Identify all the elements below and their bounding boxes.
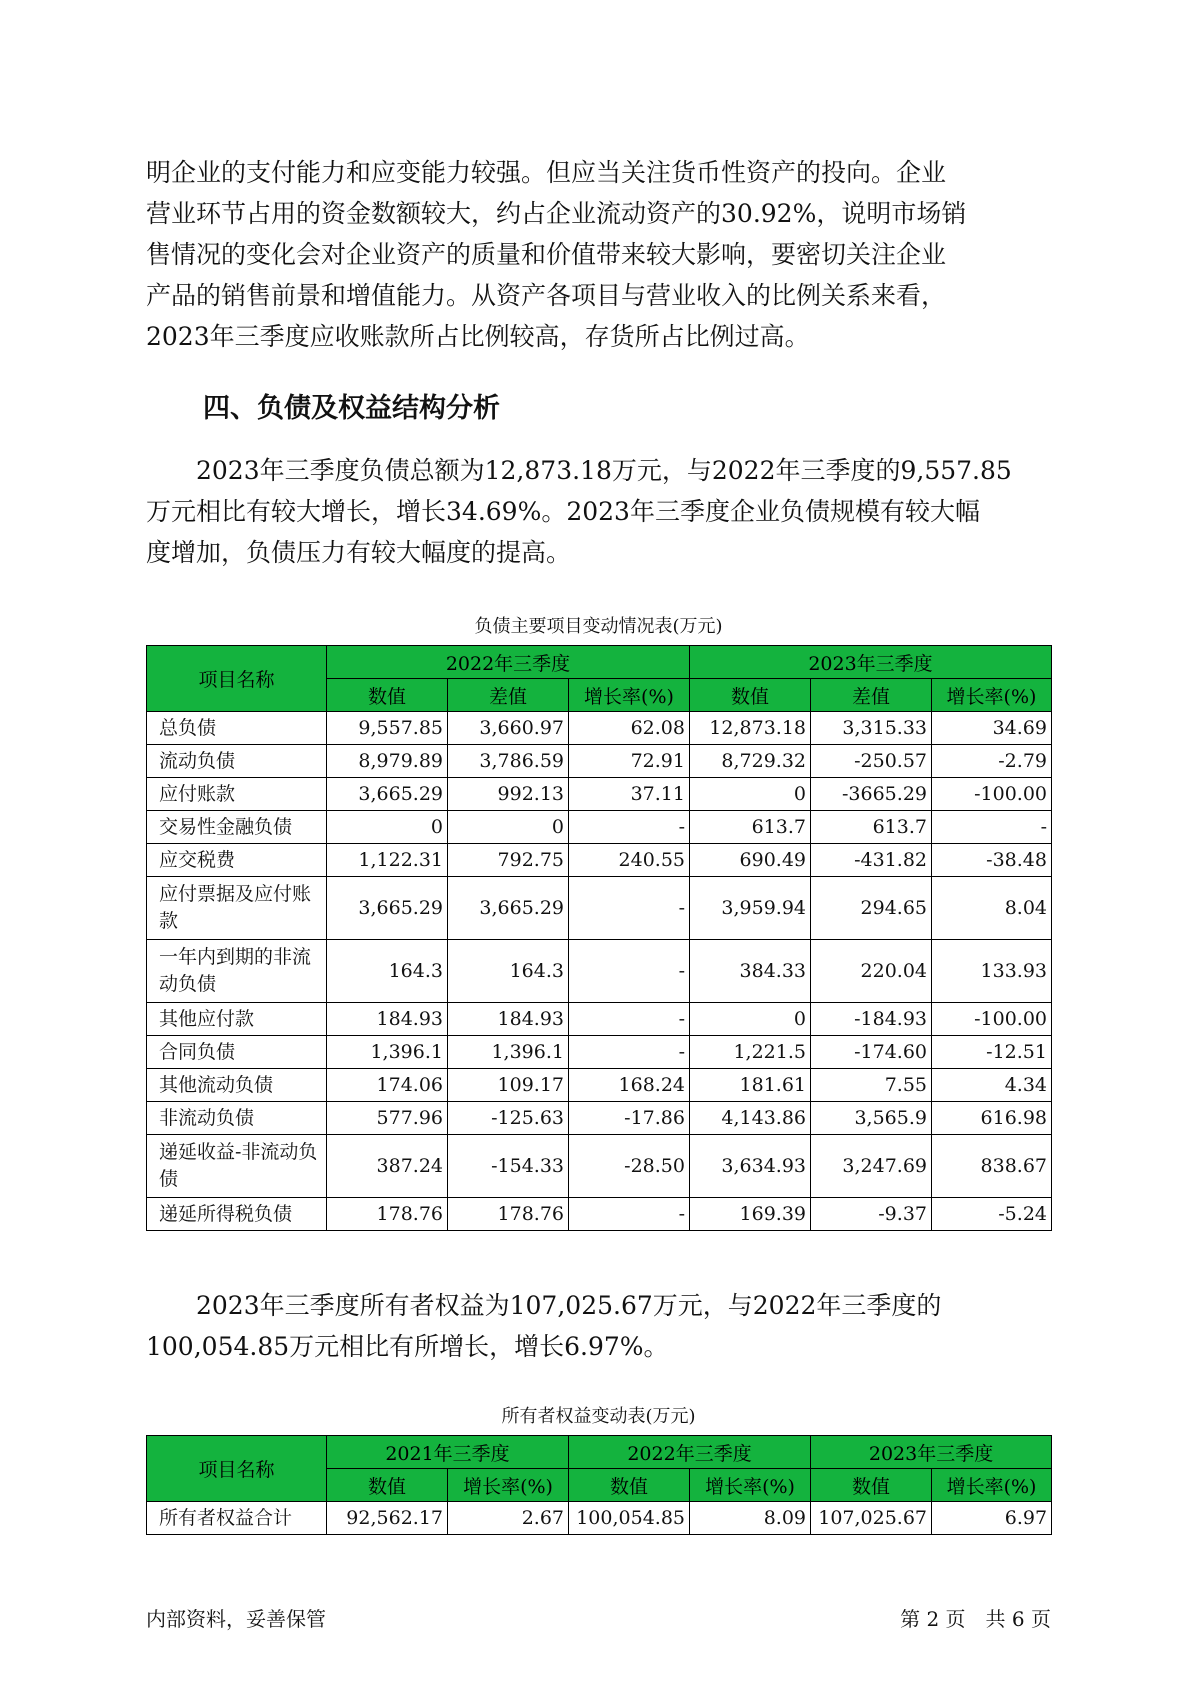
- table-cell: -: [569, 1036, 690, 1069]
- table-cell: 107,025.67: [811, 1502, 932, 1535]
- table-cell: -431.82: [811, 844, 932, 877]
- row-label: 所有者权益合计: [147, 1502, 327, 1535]
- table-cell: 184.93: [327, 1003, 448, 1036]
- column-header: 数值: [569, 1469, 690, 1502]
- column-header: 增长率(%): [448, 1469, 569, 1502]
- row-label: 应付票据及应付账款: [147, 877, 327, 940]
- table-cell: -5.24: [932, 1198, 1052, 1231]
- table-cell: 3,959.94: [690, 877, 811, 940]
- table-cell: 616.98: [932, 1102, 1052, 1135]
- table-cell: -250.57: [811, 745, 932, 778]
- table-cell: 3,247.69: [811, 1135, 932, 1198]
- table-cell: 3,665.29: [327, 778, 448, 811]
- equity-paragraph: [146, 1285, 1051, 1367]
- row-label: 一年内到期的非流动负债: [147, 940, 327, 1003]
- table-cell: -38.48: [932, 844, 1052, 877]
- table-cell: 1,396.1: [448, 1036, 569, 1069]
- table-cell: 992.13: [448, 778, 569, 811]
- equity-table: [146, 1435, 1052, 1535]
- column-header: 差值: [448, 679, 569, 712]
- table-cell: -174.60: [811, 1036, 932, 1069]
- table-cell: 72.91: [569, 745, 690, 778]
- table-cell: 0: [448, 811, 569, 844]
- table-cell: -3665.29: [811, 778, 932, 811]
- column-header: 数值: [327, 679, 448, 712]
- text-line: 明企业的支付能力和应变能力较强。但应当关注货币性资产的投向。企业: [146, 158, 947, 187]
- liability-table: [146, 645, 1052, 1231]
- text-line: 营业环节占用的资金数额较大，约占企业流动资产的30.92%，说明市场销: [146, 199, 967, 228]
- table-cell: 1,122.31: [327, 844, 448, 877]
- table-cell: -: [569, 1198, 690, 1231]
- row-label: 其他流动负债: [147, 1069, 327, 1102]
- table-cell: 6.97: [932, 1502, 1052, 1535]
- table-cell: 294.65: [811, 877, 932, 940]
- column-header: 增长率(%): [569, 679, 690, 712]
- table-row: [147, 1198, 1052, 1231]
- row-label: 总负债: [147, 712, 327, 745]
- table-cell: -: [569, 811, 690, 844]
- table-cell: 100,054.85: [569, 1502, 690, 1535]
- table-cell: 3,665.29: [448, 877, 569, 940]
- table-row: [147, 811, 1052, 844]
- table-cell: 169.39: [690, 1198, 811, 1231]
- item-name-header: 项目名称: [147, 646, 327, 712]
- footer-page-number: 第 2 页 共 6 页: [900, 1607, 1051, 1631]
- table-cell: 37.11: [569, 778, 690, 811]
- column-header: 数值: [327, 1469, 448, 1502]
- table-cell: 838.67: [932, 1135, 1052, 1198]
- table-cell: 613.7: [690, 811, 811, 844]
- item-name-header: 项目名称: [147, 1436, 327, 1502]
- table-row: [147, 1102, 1052, 1135]
- row-label: 交易性金融负债: [147, 811, 327, 844]
- table-row: [147, 844, 1052, 877]
- table-cell: 164.3: [448, 940, 569, 1003]
- equity-table-caption: 所有者权益变动表(万元): [501, 1406, 696, 1427]
- text-line: 2023年三季度所有者权益为107,025.67万元，与2022年三季度的: [146, 1291, 942, 1320]
- table-cell: 3,786.59: [448, 745, 569, 778]
- table-cell: 613.7: [811, 811, 932, 844]
- table-cell: 3,665.29: [327, 877, 448, 940]
- period-header: 2023年三季度: [811, 1436, 1052, 1469]
- table-cell: -12.51: [932, 1036, 1052, 1069]
- table-cell: 0: [327, 811, 448, 844]
- table-cell: -17.86: [569, 1102, 690, 1135]
- table-cell: -154.33: [448, 1135, 569, 1198]
- table-cell: 3,660.97: [448, 712, 569, 745]
- table-row: [147, 1003, 1052, 1036]
- column-header: 差值: [811, 679, 932, 712]
- table-cell: 1,396.1: [327, 1036, 448, 1069]
- text-line: 产品的销售前景和增值能力。从资产各项目与营业收入的比例关系来看，: [146, 281, 947, 310]
- table-cell: -: [569, 1003, 690, 1036]
- table-cell: 4,143.86: [690, 1102, 811, 1135]
- table-row: [147, 1069, 1052, 1102]
- table-cell: 34.69: [932, 712, 1052, 745]
- table-row: [147, 877, 1052, 940]
- table-row: [147, 745, 1052, 778]
- text-line: 售情况的变化会对企业资产的质量和价值带来较大影响，要密切关注企业: [146, 240, 947, 269]
- table-cell: 4.34: [932, 1069, 1052, 1102]
- table-row: [147, 1135, 1052, 1198]
- column-header: 增长率(%): [932, 679, 1052, 712]
- table-cell: 133.93: [932, 940, 1052, 1003]
- table-cell: -100.00: [932, 778, 1052, 811]
- intro-paragraph: [146, 152, 1051, 357]
- row-label: 其他应付款: [147, 1003, 327, 1036]
- table-cell: -184.93: [811, 1003, 932, 1036]
- table-cell: -: [569, 940, 690, 1003]
- column-header: 数值: [690, 679, 811, 712]
- table-cell: 3,315.33: [811, 712, 932, 745]
- liability-table-caption: 负债主要项目变动情况表(万元): [474, 616, 723, 637]
- table-cell: 690.49: [690, 844, 811, 877]
- liability-paragraph: [146, 450, 1051, 573]
- row-label: 递延收益-非流动负债: [147, 1135, 327, 1198]
- table-cell: 164.3: [327, 940, 448, 1003]
- text-line: 2023年三季度应收账款所占比例较高，存货所占比例过高。: [146, 322, 810, 351]
- section-heading: 四、负债及权益结构分析: [203, 393, 500, 424]
- table-cell: 168.24: [569, 1069, 690, 1102]
- table-cell: 9,557.85: [327, 712, 448, 745]
- row-label: 递延所得税负债: [147, 1198, 327, 1231]
- period-header: 2023年三季度: [690, 646, 1052, 679]
- table-cell: -: [569, 877, 690, 940]
- table-cell: 0: [690, 778, 811, 811]
- table-cell: -: [932, 811, 1052, 844]
- table-cell: 92,562.17: [327, 1502, 448, 1535]
- footer-confidential-note: 内部资料，妥善保管: [146, 1607, 326, 1631]
- row-label: 流动负债: [147, 745, 327, 778]
- column-header: 数值: [811, 1469, 932, 1502]
- table-cell: 12,873.18: [690, 712, 811, 745]
- table-row: [147, 1036, 1052, 1069]
- table-cell: 577.96: [327, 1102, 448, 1135]
- table-cell: 8.09: [690, 1502, 811, 1535]
- table-cell: 3,634.93: [690, 1135, 811, 1198]
- table-row: [147, 712, 1052, 745]
- table-row: [147, 1502, 1052, 1535]
- text-line: 100,054.85万元相比有所增长，增长6.97%。: [146, 1332, 669, 1361]
- table-cell: 178.76: [448, 1198, 569, 1231]
- table-cell: 8,979.89: [327, 745, 448, 778]
- table-cell: 3,565.9: [811, 1102, 932, 1135]
- table-row: [147, 940, 1052, 1003]
- table-cell: 181.61: [690, 1069, 811, 1102]
- table-cell: -9.37: [811, 1198, 932, 1231]
- table-cell: -28.50: [569, 1135, 690, 1198]
- row-label: 非流动负债: [147, 1102, 327, 1135]
- table-row: [147, 778, 1052, 811]
- period-header: 2021年三季度: [327, 1436, 569, 1469]
- period-header: 2022年三季度: [569, 1436, 811, 1469]
- table-cell: 2.67: [448, 1502, 569, 1535]
- table-cell: 62.08: [569, 712, 690, 745]
- column-header: 增长率(%): [690, 1469, 811, 1502]
- table-cell: -2.79: [932, 745, 1052, 778]
- table-cell: 178.76: [327, 1198, 448, 1231]
- table-cell: -100.00: [932, 1003, 1052, 1036]
- table-cell: 109.17: [448, 1069, 569, 1102]
- table-cell: 240.55: [569, 844, 690, 877]
- row-label: 合同负债: [147, 1036, 327, 1069]
- table-cell: 384.33: [690, 940, 811, 1003]
- table-cell: -125.63: [448, 1102, 569, 1135]
- text-line: 万元相比有较大增长，增长34.69%。2023年三季度企业负债规模有较大幅: [146, 497, 980, 526]
- table-cell: 174.06: [327, 1069, 448, 1102]
- row-label: 应交税费: [147, 844, 327, 877]
- text-line: 度增加，负债压力有较大幅度的提高。: [146, 538, 572, 567]
- table-cell: 184.93: [448, 1003, 569, 1036]
- column-header: 增长率(%): [932, 1469, 1052, 1502]
- table-cell: 0: [690, 1003, 811, 1036]
- row-label: 应付账款: [147, 778, 327, 811]
- table-cell: 220.04: [811, 940, 932, 1003]
- table-cell: 387.24: [327, 1135, 448, 1198]
- table-cell: 792.75: [448, 844, 569, 877]
- table-cell: 1,221.5: [690, 1036, 811, 1069]
- period-header: 2022年三季度: [327, 646, 690, 679]
- table-cell: 8.04: [932, 877, 1052, 940]
- text-line: 2023年三季度负债总额为12,873.18万元，与2022年三季度的9,557.85: [146, 456, 1012, 485]
- table-cell: 8,729.32: [690, 745, 811, 778]
- table-cell: 7.55: [811, 1069, 932, 1102]
